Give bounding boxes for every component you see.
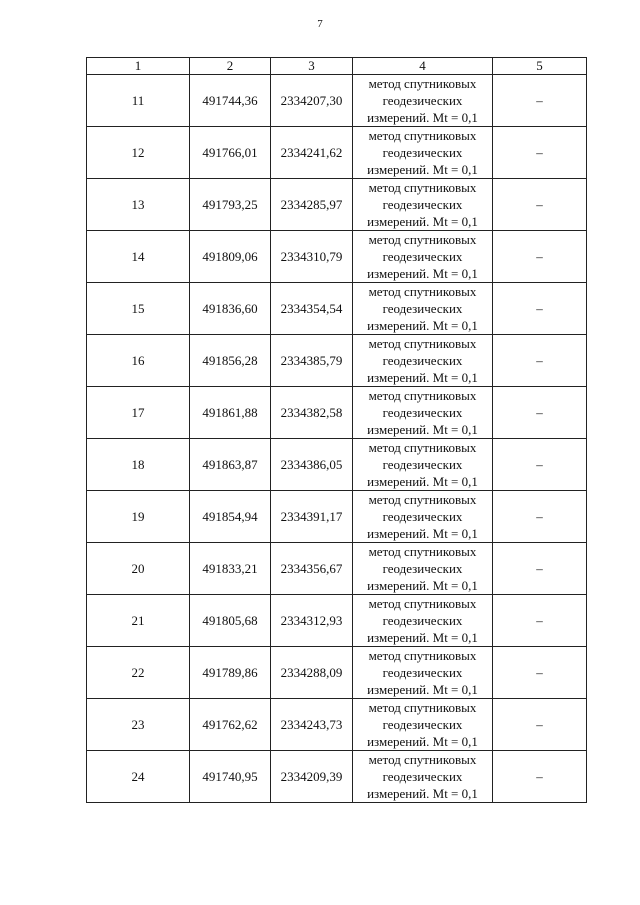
page-number: 7 [317, 18, 323, 30]
point-number-cell: 19 [87, 491, 190, 543]
method-line: измерений. Mt = 0,1 [367, 630, 478, 645]
col5-cell: – [493, 543, 587, 595]
coord-x-cell: 491793,25 [190, 179, 271, 231]
col5-cell: – [493, 387, 587, 439]
method-line: геодезических [382, 197, 463, 212]
method-cell [353, 127, 493, 179]
method-line: метод спутниковых [368, 700, 477, 715]
coord-y-cell: 2334209,39 [271, 751, 353, 803]
header-col-3: 3 [271, 58, 353, 75]
method-line: геодезических [382, 457, 463, 472]
method-cell [353, 387, 493, 439]
col5-cell: – [493, 231, 587, 283]
method-line: измерений. Mt = 0,1 [367, 734, 478, 749]
method-line: метод спутниковых [368, 336, 477, 351]
point-number-cell: 21 [87, 595, 190, 647]
method-line: измерений. Mt = 0,1 [367, 266, 478, 281]
coord-x-cell: 491861,88 [190, 387, 271, 439]
point-number-cell: 14 [87, 231, 190, 283]
method-line: геодезических [382, 665, 463, 680]
method-line: метод спутниковых [368, 440, 477, 455]
col5-cell: – [493, 127, 587, 179]
method-line: метод спутниковых [368, 648, 477, 663]
table-header-row [87, 58, 587, 75]
table-row [87, 595, 587, 647]
method-line: геодезических [382, 561, 463, 576]
header-col-1: 1 [87, 58, 190, 75]
col5-cell: – [493, 283, 587, 335]
col5-cell: – [493, 699, 587, 751]
coord-y-cell: 2334354,54 [271, 283, 353, 335]
coord-x-cell: 491762,62 [190, 699, 271, 751]
col5-cell: – [493, 491, 587, 543]
point-number-cell: 20 [87, 543, 190, 595]
method-line: метод спутниковых [368, 76, 477, 91]
point-number-cell: 15 [87, 283, 190, 335]
coord-y-cell: 2334285,97 [271, 179, 353, 231]
coord-x-cell: 491805,68 [190, 595, 271, 647]
method-line: геодезических [382, 93, 463, 108]
method-line: метод спутниковых [368, 232, 477, 247]
coord-y-cell: 2334356,67 [271, 543, 353, 595]
coordinates-table [86, 57, 587, 803]
method-line: метод спутниковых [368, 180, 477, 195]
method-line: метод спутниковых [368, 544, 477, 559]
method-line: измерений. Mt = 0,1 [367, 526, 478, 541]
table-row [87, 231, 587, 283]
method-line: измерений. Mt = 0,1 [367, 578, 478, 593]
table-row [87, 751, 587, 803]
method-line: геодезических [382, 509, 463, 524]
method-cell [353, 283, 493, 335]
table-row [87, 335, 587, 387]
method-line: геодезических [382, 353, 463, 368]
table-row [87, 387, 587, 439]
method-line: метод спутниковых [368, 128, 477, 143]
col5-cell: – [493, 647, 587, 699]
method-line: метод спутниковых [368, 596, 477, 611]
coord-x-cell: 491740,95 [190, 751, 271, 803]
table-row [87, 439, 587, 491]
method-cell [353, 647, 493, 699]
method-line: метод спутниковых [368, 492, 477, 507]
point-number-cell: 22 [87, 647, 190, 699]
table-row [87, 543, 587, 595]
coord-y-cell: 2334312,93 [271, 595, 353, 647]
coord-x-cell: 491856,28 [190, 335, 271, 387]
method-line: геодезических [382, 145, 463, 160]
coord-x-cell: 491809,06 [190, 231, 271, 283]
table-row [87, 647, 587, 699]
table-row [87, 127, 587, 179]
method-line: измерений. Mt = 0,1 [367, 682, 478, 697]
coord-x-cell: 491789,86 [190, 647, 271, 699]
point-number-cell: 23 [87, 699, 190, 751]
coord-y-cell: 2334243,73 [271, 699, 353, 751]
method-line: метод спутниковых [368, 388, 477, 403]
coord-y-cell: 2334386,05 [271, 439, 353, 491]
coord-x-cell: 491863,87 [190, 439, 271, 491]
point-number-cell: 11 [87, 75, 190, 127]
method-line: геодезических [382, 769, 463, 784]
header-col-5: 5 [493, 58, 587, 75]
method-line: измерений. Mt = 0,1 [367, 422, 478, 437]
coord-y-cell: 2334382,58 [271, 387, 353, 439]
method-line: измерений. Mt = 0,1 [367, 162, 478, 177]
coord-y-cell: 2334310,79 [271, 231, 353, 283]
coord-y-cell: 2334241,62 [271, 127, 353, 179]
method-cell [353, 439, 493, 491]
method-line: измерений. Mt = 0,1 [367, 370, 478, 385]
method-cell [353, 75, 493, 127]
method-cell [353, 751, 493, 803]
point-number-cell: 17 [87, 387, 190, 439]
table-row [87, 699, 587, 751]
header-col-2: 2 [190, 58, 271, 75]
method-cell [353, 543, 493, 595]
coord-x-cell: 491836,60 [190, 283, 271, 335]
method-line: измерений. Mt = 0,1 [367, 318, 478, 333]
col5-cell: – [493, 595, 587, 647]
point-number-cell: 12 [87, 127, 190, 179]
col5-cell: – [493, 75, 587, 127]
coord-y-cell: 2334391,17 [271, 491, 353, 543]
table-row [87, 491, 587, 543]
table-row [87, 75, 587, 127]
col5-cell: – [493, 751, 587, 803]
col5-cell: – [493, 335, 587, 387]
col5-cell: – [493, 439, 587, 491]
method-line: метод спутниковых [368, 284, 477, 299]
method-line: геодезических [382, 301, 463, 316]
method-line: геодезических [382, 717, 463, 732]
method-cell [353, 595, 493, 647]
method-line: геодезических [382, 249, 463, 264]
point-number-cell: 13 [87, 179, 190, 231]
coord-x-cell: 491854,94 [190, 491, 271, 543]
header-col-4: 4 [353, 58, 493, 75]
coord-y-cell: 2334288,09 [271, 647, 353, 699]
method-line: геодезических [382, 613, 463, 628]
method-cell [353, 699, 493, 751]
method-cell [353, 231, 493, 283]
method-line: измерений. Mt = 0,1 [367, 110, 478, 125]
method-line: измерений. Mt = 0,1 [367, 214, 478, 229]
method-line: измерений. Mt = 0,1 [367, 474, 478, 489]
coord-x-cell: 491833,21 [190, 543, 271, 595]
method-line: геодезических [382, 405, 463, 420]
method-line: метод спутниковых [368, 752, 477, 767]
col5-cell: – [493, 179, 587, 231]
table-row [87, 179, 587, 231]
method-line: измерений. Mt = 0,1 [367, 786, 478, 801]
point-number-cell: 18 [87, 439, 190, 491]
coord-x-cell: 491744,36 [190, 75, 271, 127]
method-cell [353, 491, 493, 543]
point-number-cell: 24 [87, 751, 190, 803]
method-cell [353, 179, 493, 231]
coord-x-cell: 491766,01 [190, 127, 271, 179]
coord-y-cell: 2334207,30 [271, 75, 353, 127]
coord-y-cell: 2334385,79 [271, 335, 353, 387]
point-number-cell: 16 [87, 335, 190, 387]
method-cell [353, 335, 493, 387]
table-row [87, 283, 587, 335]
